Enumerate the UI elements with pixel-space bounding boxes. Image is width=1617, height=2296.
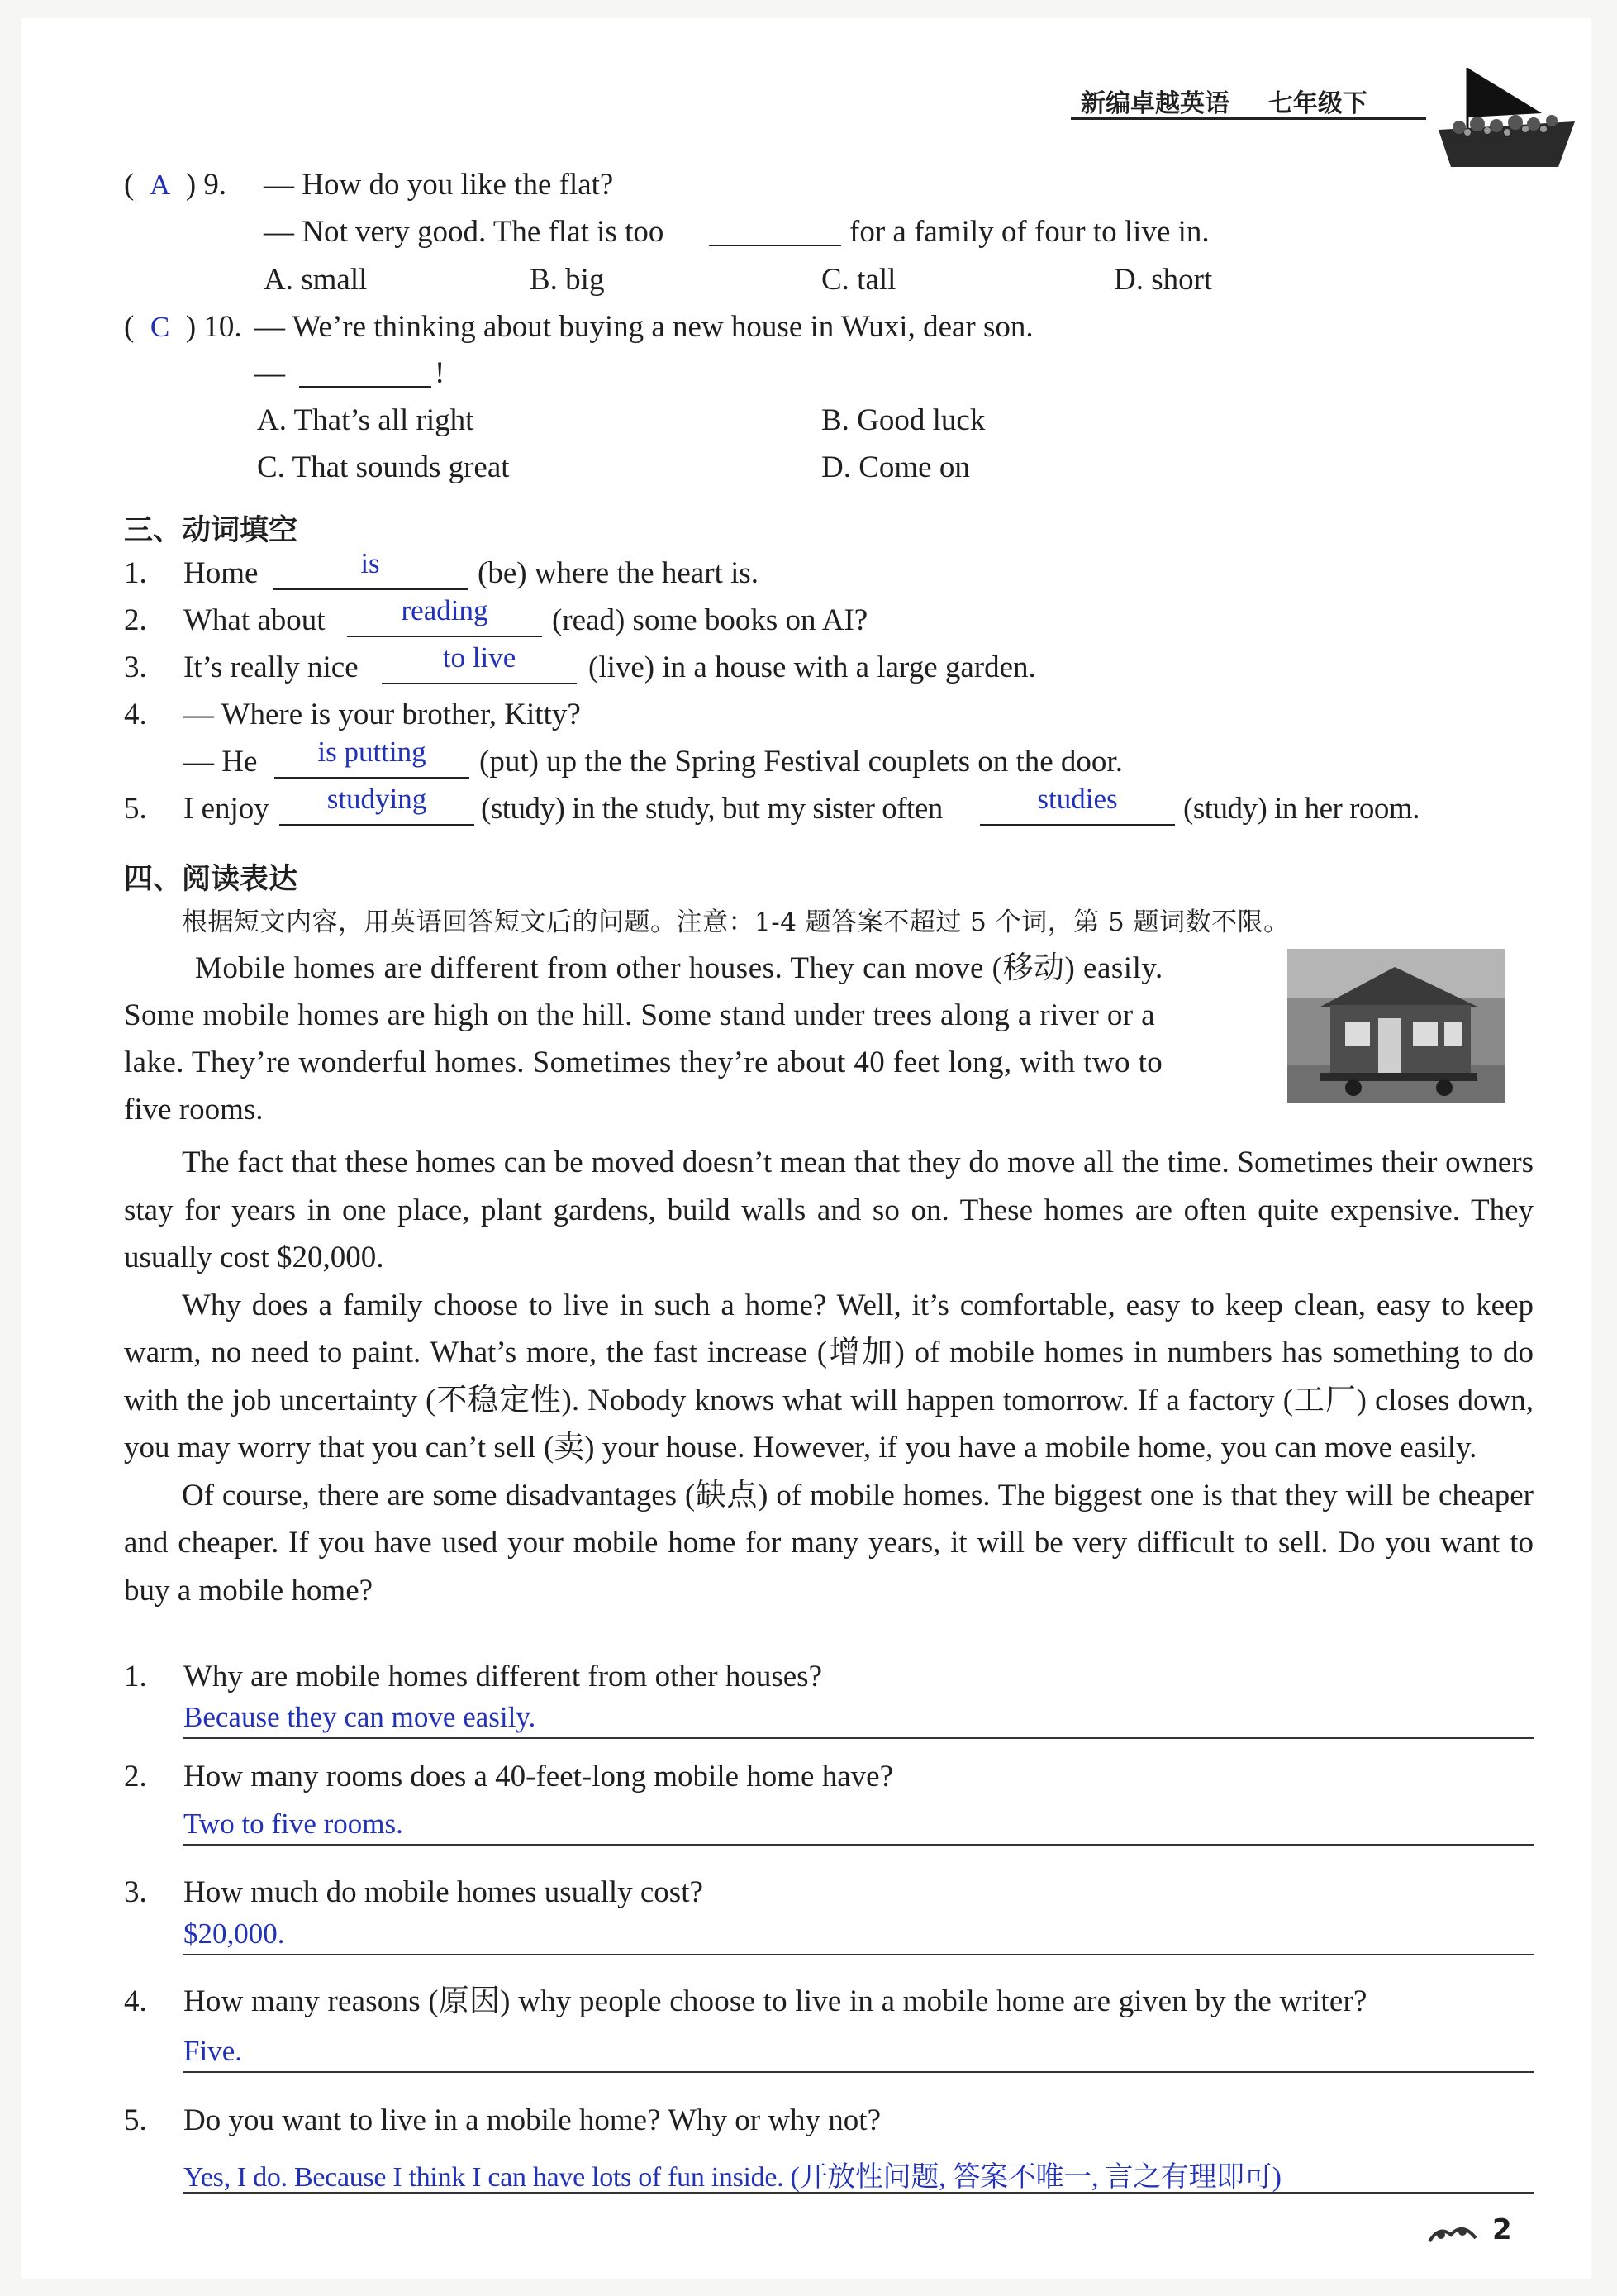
header-book-title <box>1081 83 1367 119</box>
fill-4-blank <box>274 777 469 779</box>
question-answer-1: Because they can move easily. <box>183 1701 536 1733</box>
question-answer-4: Five. <box>183 2035 242 2067</box>
workbook-page <box>21 18 1591 2279</box>
fill-5-answer-1: studying <box>326 783 427 815</box>
question-num-1: 1. <box>124 1660 147 1693</box>
fill-num-2: 2. <box>124 603 147 637</box>
mc-9-option-a: A. small <box>264 263 368 297</box>
passage-body <box>124 1139 1534 1614</box>
fill-4-answer: is putting <box>317 736 426 768</box>
mc-10-option-d: D. Come on <box>821 450 970 484</box>
mc-10-line2b: ! <box>435 356 445 390</box>
question-text-5: Do you want to live in a mobile home? Why or why not? <box>183 2103 881 2137</box>
mc-9-option-c: C. tall <box>821 263 896 297</box>
fill-num-4: 4. <box>124 698 147 731</box>
fill-5-blank-1 <box>279 824 474 826</box>
fill-3-blank <box>382 683 577 684</box>
passage-paragraph-3: Why does a family choose to live in such a home? Well, it’s comfortable, easy to keep clean, easy to keep warm, no need to paint. What’s more, the fast increase (增加) of mobile homes in numbers has something to do with the job uncertainty (不稳定性). Nobody knows what will happen tomorrow. If a factory (工厂) closes down, you may worry that you can’t sell (卖) your house. However, if you have a mobile home, you can move easily. <box>124 1288 1534 1465</box>
fill-4-after: (put) up the the Spring Festival couplets on the door. <box>479 745 1123 779</box>
footer-decoration-icon <box>1426 2217 1479 2250</box>
fill-1-answer: is <box>360 547 380 579</box>
fill-5-before: I enjoy <box>183 792 269 826</box>
question-num-3: 3. <box>124 1875 147 1909</box>
header-ship-decoration <box>1418 35 1583 175</box>
p1-line1: Mobile homes are different from other houses. They can move (移动) easily. <box>195 951 1163 985</box>
p1-line3: lake. They’re wonderful homes. Sometimes they’re about 40 feet long, with two to <box>124 1046 1163 1079</box>
question-num-5: 5. <box>124 2103 147 2137</box>
page-number: 2 <box>1492 2213 1512 2246</box>
mc-9-option-d: D. short <box>1114 263 1213 297</box>
fill-5-answer-2: studies <box>1037 783 1118 815</box>
fill-1-before: Home <box>183 556 259 590</box>
fill-2-before: What about <box>183 603 326 637</box>
question-num-4: 4. <box>124 1984 147 2018</box>
fill-5-after: (study) in her room. <box>1183 792 1420 826</box>
mc-9-option-b: B. big <box>530 263 605 297</box>
mc-9-line2b: for a family of four to live in. <box>849 215 1210 249</box>
mc-9-line1: — How do you like the flat? <box>264 168 614 202</box>
question-answer-3: $20,000. <box>183 1917 285 1950</box>
fill-4-line1: — Where is your brother, Kitty? <box>183 698 581 731</box>
fill-2-blank <box>347 636 542 637</box>
answer-line-1 <box>183 1737 1534 1739</box>
header-underline <box>1071 117 1426 120</box>
mc-10-option-c: C. That sounds great <box>257 450 510 484</box>
mc-10-option-a: A. That’s all right <box>257 403 474 437</box>
fill-4-before: — He <box>183 745 258 779</box>
question-answer-2: Two to five rooms. <box>183 1808 403 1840</box>
fill-1-blank <box>273 588 468 590</box>
mc-number-10: ) 10. <box>185 310 242 344</box>
question-answer-5: Yes, I do. Because I think I can have lots of fun inside. (开放性问题, 答案不唯一, 言之有理即可) <box>183 2162 1282 2193</box>
mc-10-blank <box>299 386 431 388</box>
section3-title: 三、动词填空 <box>124 514 298 547</box>
answer-line-4 <box>183 2071 1534 2073</box>
mc-9-blank <box>709 245 841 246</box>
question-text-2: How many rooms does a 40-feet-long mobile home have? <box>183 1760 893 1793</box>
book-grade: 七年级下 <box>1267 89 1367 118</box>
mobile-home-photo <box>1287 949 1505 1103</box>
mc-question-9: ( A ) 9. <box>124 168 227 202</box>
mc-answer-9: A <box>149 169 171 201</box>
mc-number-9: ) 9. <box>185 168 227 202</box>
answer-line-3 <box>183 1954 1534 1955</box>
fill-num-1: 1. <box>124 556 147 590</box>
book-title: 新编卓越英语 <box>1081 89 1229 118</box>
mc-10-option-b: B. Good luck <box>821 403 986 437</box>
mc-9-line2a: — Not very good. The flat is too <box>264 215 664 249</box>
question-text-4: How many reasons (原因) why people choose to live in a mobile home are given by the writer? <box>183 1984 1367 2018</box>
p1-line4: five rooms. <box>124 1093 264 1127</box>
fill-2-after: (read) some books on AI? <box>552 603 868 637</box>
answer-line-5 <box>183 2192 1534 2194</box>
fill-5-blank-2 <box>980 824 1175 826</box>
question-text-1: Why are mobile homes different from other houses? <box>183 1660 822 1693</box>
question-text-3: How much do mobile homes usually cost? <box>183 1875 703 1909</box>
section4-title: 四、阅读表达 <box>124 863 298 896</box>
mc-10-line1: — We’re thinking about buying a new house in Wuxi, dear son. <box>254 310 1034 344</box>
passage-paragraph-4: Of course, there are some disadvantages (缺点) of mobile homes. The biggest one is that they will be cheaper and cheaper. If you have used your mobile home for many years, it will be very difficult to sell. Do you want to buy a mobile home? <box>124 1478 1534 1608</box>
passage-paragraph-2: The fact that these homes can be moved doesn’t mean that they do move all the time. Sometimes their owners stay for years in one place, plant gardens, build walls and so on. These homes are often quite expensive. They usually cost $20,000. <box>124 1146 1534 1274</box>
fill-3-answer: to live <box>442 641 516 674</box>
answer-line-2 <box>183 1844 1534 1846</box>
section4-instruction: 根据短文内容，用英语回答短文后的问题。注意：1-4 题答案不超过 5 个词，第 5 题词数不限。 <box>182 907 1290 937</box>
fill-3-after: (live) in a house with a large garden. <box>588 650 1036 684</box>
mc-answer-10: C <box>150 311 170 343</box>
question-num-2: 2. <box>124 1760 147 1793</box>
fill-3-before: It’s really nice <box>183 650 359 684</box>
fill-1-after: (be) where the heart is. <box>478 556 759 590</box>
p1-line2: Some mobile homes are high on the hill. Some stand under trees along a river or a <box>124 998 1155 1032</box>
fill-5-mid: (study) in the study, but my sister often <box>481 792 943 826</box>
mc-10-line2a: — <box>254 356 285 390</box>
fill-2-answer: reading <box>401 594 488 626</box>
fill-num-5: 5. <box>124 792 147 826</box>
fill-num-3: 3. <box>124 650 147 684</box>
mc-question-10: ( C ) 10. <box>124 310 242 344</box>
